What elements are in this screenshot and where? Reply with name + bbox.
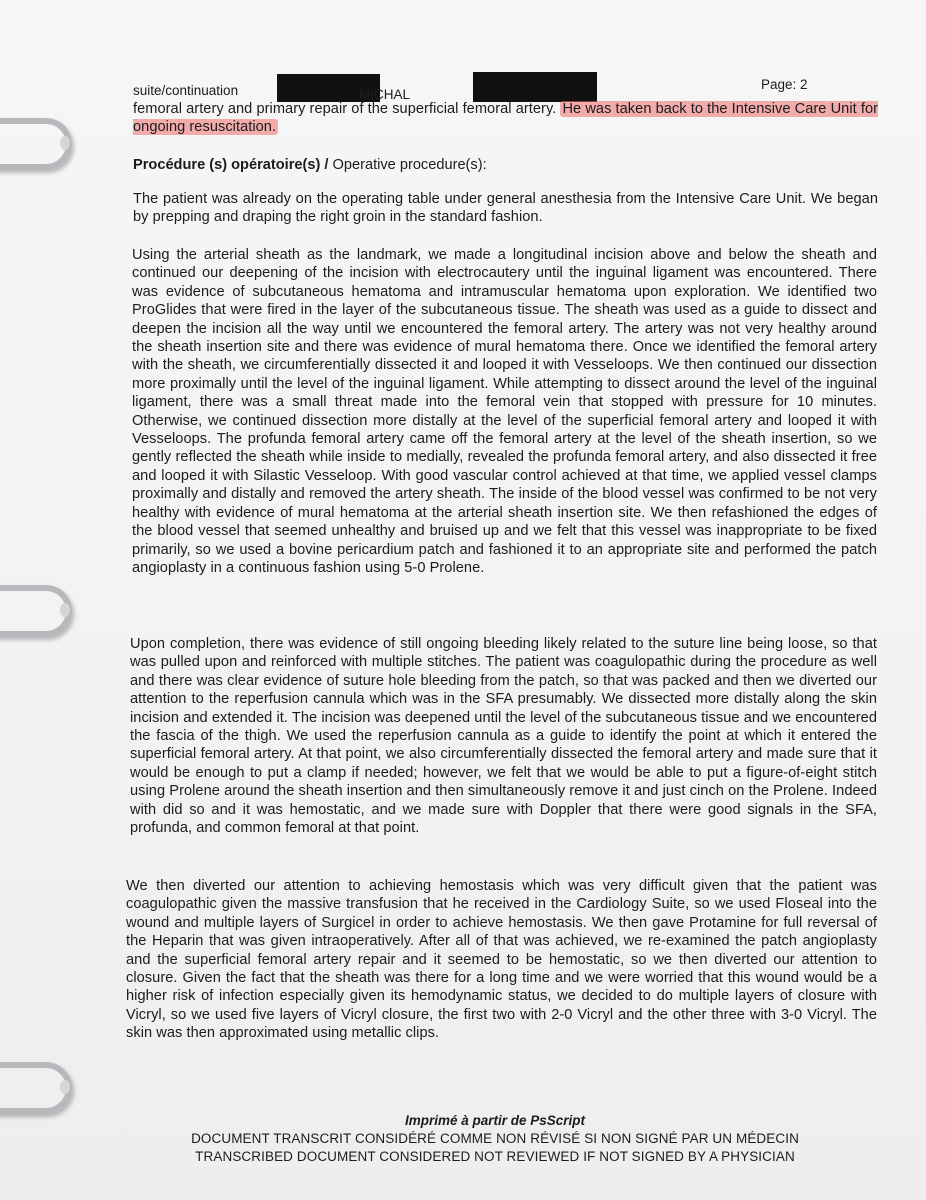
- intro-text: femoral artery and primary repair of the superficial femoral artery.: [133, 101, 557, 117]
- section-heading-english: Operative procedure(s):: [332, 157, 487, 173]
- patient-name: MICHAL: [359, 87, 411, 102]
- paragraph: Using the arterial sheath as the landmark, we made a longitudinal incision above and below the sheath and continued our deepening of the incision with electrocautery until the inguinal ligament was encountered. There was evidence of subcutaneous hematoma and intramuscular hematoma upon exploration. We identified two ProGlides that were fired in the layer of the subcutaneous tissue. The sheath was used as a guide to dissect and deepen the incision all the way until we encountered the femoral artery. The artery was not very healthy around the sheath insertion site and there was evidence of mural hematoma there. Once we identified the femoral artery with the sheath, we circumferentially dissected it and looped it with Vesseloops. We then continued our dissection more proximally until the level of the inguinal ligament. While attempting to dissect around the level of the inguinal ligament, there was a small threat made into the femoral vein that stopped with pressure for 10 minutes. Otherwise, we continued dissection more distally at the level of the superficial femoral artery and looped it with Vesseloops. The profunda femoral artery came off the femoral artery at the level of the sheath insertion, so we gently reflected the sheath while inside to medially, revealed the profunda femoral artery, and also dissected it free and looped it with Silastic Vesseloop. With good vascular control achieved at that time, we applied vessel clamps proximally and distally and removed the artery sheath. The inside of the blood vessel was confirmed to be not very healthy with evidence of mural hematoma at the arterial sheath insertion site. We then refashioned the edges of the blood vessel that seemed unhealthy and bruised up and we felt that this vessel was inappropriate to be fixed primarily, so we used a bovine pericardium patch and fashioned it to an appropriate site and performed the patch angioplasty in a continuous fashion using 5-0 Prolene.: [132, 247, 877, 576]
- footer-notice-english: TRANSCRIBED DOCUMENT CONSIDERED NOT REVIEWED IF NOT SIGNED BY A PHYSICIAN: [195, 1149, 795, 1164]
- suite-continuation-label: suite/continuation: [133, 83, 239, 98]
- binder-ring-bottom: [0, 1062, 72, 1114]
- page-number: Page: 2: [761, 77, 808, 92]
- paragraph: The patient was already on the operating table under general anesthesia from the Intensive Care Unit. We began by prepping and draping the right groin in the standard fashion.: [133, 191, 878, 226]
- page-footer: [150, 1112, 840, 1166]
- binder-ring-top: [0, 118, 72, 170]
- highlighted-text: He was taken back to the Intensive Care Unit for ongoing resuscitation.: [133, 101, 879, 136]
- redaction-bar: [473, 72, 597, 102]
- binder-ring-middle: [0, 585, 72, 637]
- section-heading: [133, 157, 487, 173]
- intro-sentence: [133, 100, 878, 137]
- printed-from-label: Imprimé à partir de PsScript: [404, 1113, 586, 1128]
- page-header: [133, 77, 878, 102]
- section-heading-french: Procédure (s) opératoire(s) /: [133, 157, 329, 173]
- paragraph: Upon completion, there was evidence of still ongoing bleeding likely related to the suture line being loose, so that was pulled upon and reinforced with multiple stitches. The patient was coagulopathic during the procedure as well and there was clear evidence of suture hole bleeding from the patch, so that was packed and then we diverted our attention to the reperfusion cannula which was in the SFA presumably. We dissected more distally along the skin incision and extended it. The incision was deepened until the level of the subcutaneous tissue and we encountered the fascia of the thigh. We used the reperfusion cannula as a guide to identify the point at which it entered the superficial femoral artery. At that point, we also circumferentially dissected the femoral artery and made sure that it would be enough to put a clamp if needed; however, we felt that we would be able to put a figure-of-eight stitch using Prolene around the sheath insertion and then simultaneously remove it and just cinch on the Prolene. Indeed with did so and it was hemostatic, and we made sure with Doppler that there were good signals in the SFA, profunda, and common femoral at that point.: [130, 636, 877, 837]
- paragraph: We then diverted our attention to achieving hemostasis which was very difficult given that the patient was coagulopathic given the massive transfusion that he received in the Cardiology Suite, so we used Floseal into the wound and multiple layers of Surgicel in order to achieve hemostasis. We then gave Protamine for full reversal of the Heparin that was given intraoperatively. After all of that was achieved, we re-examined the patch angioplasty and the superficial femoral artery repair and it seemed to be hemostatic, so we then diverted our attention to closure. Given the fact that the sheath was there for a long time and we were worried that this wound would be a higher risk of infection especially given its hemodynamic status, we decided to do multiple layers of closure with Vicryl, so we used five layers of Vicryl closure, the first two with 2-0 Vicryl and the other three with 3-0 Vicryl. The skin was then approximated using metallic clips.: [126, 878, 877, 1042]
- footer-notice-french: DOCUMENT TRANSCRIT CONSIDÉRÉ COMME NON RÉVISÉ SI NON SIGNÉ PAR UN MÉDECIN: [191, 1131, 799, 1146]
